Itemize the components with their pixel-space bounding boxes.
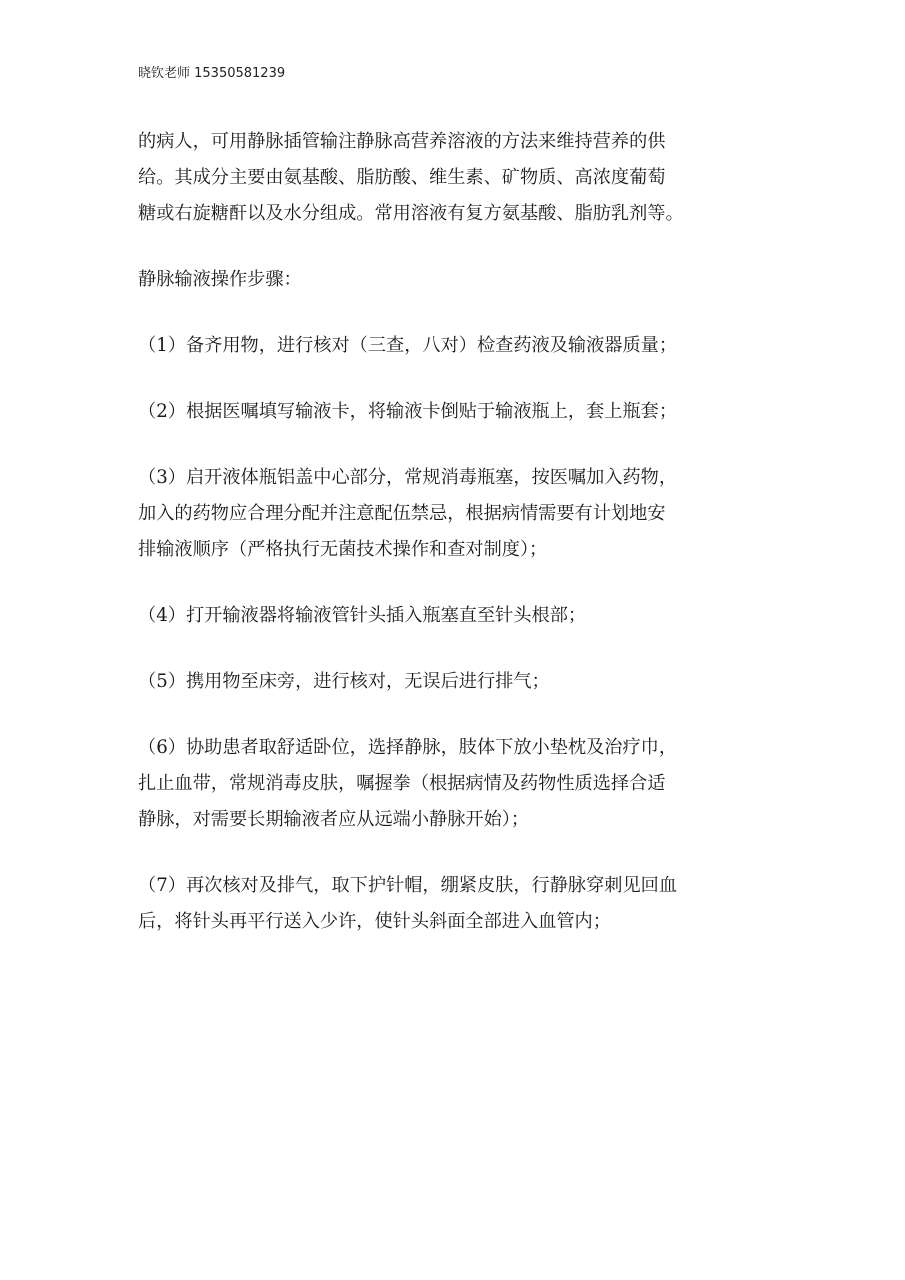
text-line: （6）协助患者取舒适卧位，选择静脉，肢体下放小垫枕及治疗巾， [138, 737, 678, 758]
section-heading [138, 262, 778, 298]
text-line: 扎止血带，常规消毒皮肤，嘱握拳（根据病情及药物性质选择合适 [138, 773, 666, 794]
step-5 [138, 664, 778, 700]
heading-text: 静脉输液操作步骤： [138, 269, 302, 290]
document-body [138, 124, 778, 970]
page-header: 晓钦老师 15350581239 [138, 66, 286, 81]
step-6 [138, 730, 778, 838]
step-7 [138, 868, 778, 940]
text-line: （3）启开液体瓶铝盖中心部分，常规消毒瓶塞，按医嘱加入药物， [138, 467, 678, 488]
text-line: （7）再次核对及排气，取下护针帽，绷紧皮肤，行静脉穿刺见回血 [138, 875, 678, 896]
text-line: 给。其成分主要由氨基酸、脂肪酸、维生素、矿物质、高浓度葡萄 [138, 167, 666, 188]
text-line: 的病人，可用静脉插管输注静脉高营养溶液的方法来维持营养的供 [138, 131, 666, 152]
step-4 [138, 598, 778, 634]
text-line: 排输液顺序（严格执行无菌技术操作和查对制度）； [138, 539, 548, 560]
text-line: （2）根据医嘱填写输液卡，将输液卡倒贴于输液瓶上，套上瓶套； [138, 401, 678, 422]
paragraph-nutrition [138, 124, 778, 232]
step-2 [138, 394, 778, 430]
text-line: （1）备齐用物，进行核对（三查，八对）检查药液及输液器质量； [138, 335, 678, 356]
step-1 [138, 328, 778, 364]
text-line: （5）携用物至床旁，进行核对，无误后进行排气； [138, 671, 550, 692]
step-3 [138, 460, 778, 568]
text-line: 静脉，对需要长期输液者应从远端小静脉开始）； [138, 809, 530, 830]
text-line: 加入的药物应合理分配并注意配伍禁忌，根据病情需要有计划地安 [138, 503, 666, 524]
text-line: 糖或右旋糖酐以及水分组成。常用溶液有复方氨基酸、脂肪乳剂等。 [138, 203, 684, 224]
text-line: 后，将针头再平行送入少许，使针头斜面全部进入血管内； [138, 911, 611, 932]
text-line: （4）打开输液器将输液管针头插入瓶塞直至针头根部； [138, 605, 587, 626]
